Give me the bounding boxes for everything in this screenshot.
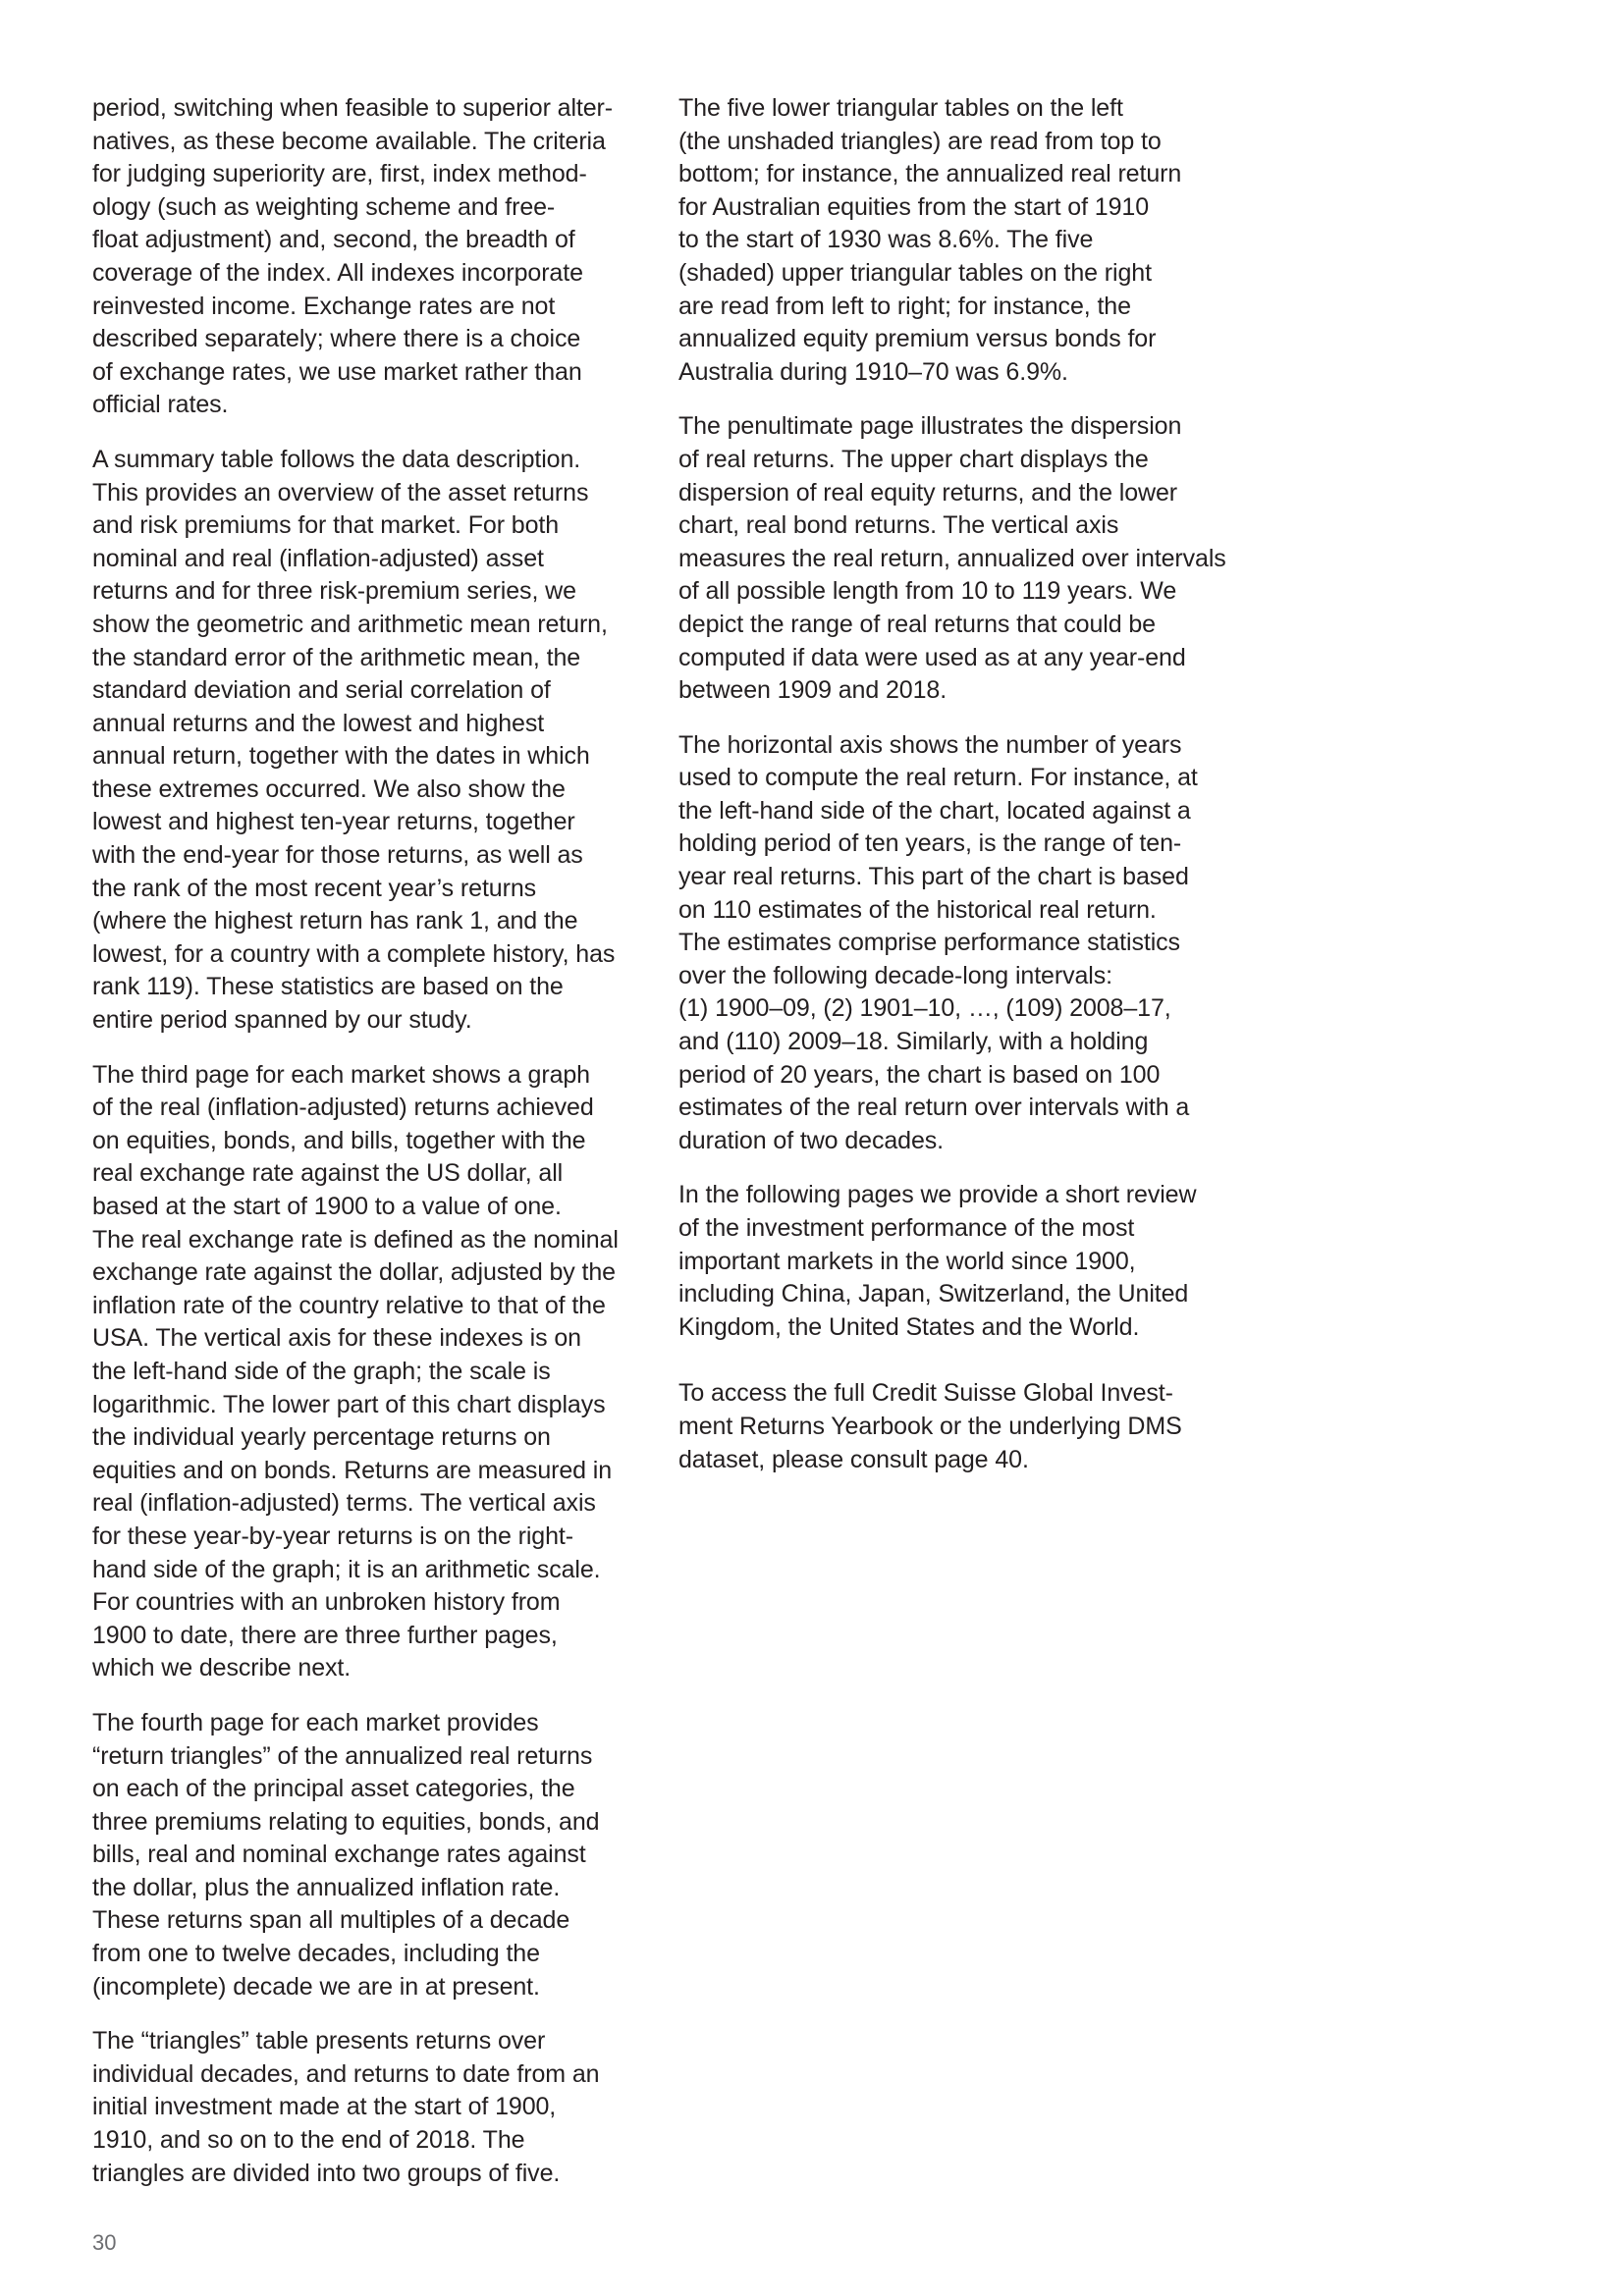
text-line: are read from left to right; for instance, the <box>678 292 1131 320</box>
text-line: including China, Japan, Switzerland, the United <box>678 1280 1189 1308</box>
text-line: The third page for each market shows a graph <box>92 1060 590 1089</box>
text-line: triangles are divided into two groups of five. <box>92 2159 561 2187</box>
text-line: for Australian equities from the start of 1910 <box>678 192 1149 221</box>
paragraph-third-page <box>92 1059 642 1685</box>
text-line: USA. The vertical axis for these indexes is on <box>92 1324 581 1353</box>
text-line: and risk premiums for that market. For both <box>92 511 560 540</box>
text-line: reinvested income. Exchange rates are not <box>92 292 556 320</box>
text-line: lowest, for a country with a complete history, has <box>92 939 616 968</box>
text-line: natives, as these become available. The criteria <box>92 127 606 155</box>
text-line: float adjustment) and, second, the breadth of <box>92 226 575 254</box>
text-line: of exchange rates, we use market rather than <box>92 357 582 386</box>
text-line: logarithmic. The lower part of this chart displays <box>92 1390 606 1418</box>
text-line: which we describe next. <box>92 1654 352 1682</box>
text-line: bottom; for instance, the annualized real return <box>678 160 1182 188</box>
text-line: The estimates comprise performance statistics <box>678 929 1180 957</box>
paragraph-penultimate-page <box>678 410 1228 707</box>
text-line: A summary table follows the data description. <box>92 445 581 473</box>
text-line: from one to twelve decades, including the <box>92 1940 540 1968</box>
text-line: duration of two decades. <box>678 1126 945 1154</box>
text-line: official rates. <box>92 391 229 419</box>
text-line: these extremes occurred. We also show the <box>92 774 566 803</box>
text-line: of the investment performance of the most <box>678 1214 1135 1242</box>
paragraph-horizontal-axis <box>678 729 1228 1158</box>
text-line: This provides an overview of the asset returns <box>92 478 589 507</box>
paragraph-triangular-tables <box>678 92 1228 389</box>
text-line: nominal and real (inflation-adjusted) asset <box>92 544 544 572</box>
text-line: For countries with an unbroken history from <box>92 1588 561 1617</box>
text-line: coverage of the index. All indexes incorporate <box>92 258 583 287</box>
left-column <box>92 92 642 2212</box>
text-line: the left-hand side of the graph; the scale is <box>92 1357 551 1385</box>
text-line: (the unshaded triangles) are read from top to <box>678 127 1162 155</box>
text-line: chart, real bond returns. The vertical axis <box>678 511 1119 540</box>
text-line: The real exchange rate is defined as the nominal <box>92 1225 619 1254</box>
text-line: ment Returns Yearbook or the underlying DMS <box>678 1412 1182 1440</box>
text-line: returns and for three risk-premium series, we <box>92 577 576 606</box>
text-line: rank 119). These statistics are based on the <box>92 973 564 1001</box>
right-column <box>678 92 1228 1498</box>
text-line: computed if data were used as at any year-end <box>678 643 1186 671</box>
text-line: for judging superiority are, first, index method- <box>92 160 587 188</box>
text-line: of all possible length from 10 to 119 years. We <box>678 577 1177 606</box>
text-line: estimates of the real return over intervals with a <box>678 1094 1190 1122</box>
text-line: hand side of the graph; it is an arithmetic scale. <box>92 1555 601 1583</box>
text-line: holding period of ten years, is the range of ten- <box>678 829 1182 858</box>
text-line: (1) 1900–09, (2) 1901–10, …, (109) 2008–17, <box>678 994 1171 1023</box>
text-line: annual return, together with the dates in which <box>92 742 590 771</box>
text-line: three premiums relating to equities, bonds, and <box>92 1807 600 1836</box>
text-line: measures the real return, annualized over intervals <box>678 544 1226 572</box>
text-line: bills, real and nominal exchange rates against <box>92 1841 586 1869</box>
text-line: (incomplete) decade we are in at present. <box>92 1972 540 2001</box>
page-number: 30 <box>92 2230 117 2255</box>
text-line: initial investment made at the start of 1900, <box>92 2093 557 2121</box>
text-line: of real returns. The upper chart displays the <box>678 445 1149 473</box>
paragraph-summary-table <box>92 444 642 1038</box>
text-line: individual decades, and returns to date from an <box>92 2059 600 2088</box>
text-line: (where the highest return has rank 1, and the <box>92 907 578 935</box>
text-line: Australia during 1910–70 was 6.9%. <box>678 357 1068 386</box>
text-line: inflation rate of the country relative to that of the <box>92 1291 606 1319</box>
paragraph-access-yearbook <box>678 1377 1228 1476</box>
text-line: over the following decade-long intervals: <box>678 961 1112 989</box>
text-line: ology (such as weighting scheme and free- <box>92 192 556 221</box>
text-line: show the geometric and arithmetic mean return, <box>92 610 608 638</box>
text-line: used to compute the real return. For instance, at <box>678 764 1198 792</box>
text-line: equities and on bonds. Returns are measured in <box>92 1456 613 1484</box>
text-line: real (inflation-adjusted) terms. The vertical axis <box>92 1489 596 1518</box>
text-line: with the end-year for those returns, as well as <box>92 841 583 870</box>
text-line: on 110 estimates of the historical real return. <box>678 895 1157 924</box>
text-line: real exchange rate against the US dollar, all <box>92 1159 564 1188</box>
text-line: the rank of the most recent year’s returns <box>92 874 537 902</box>
text-line: In the following pages we provide a short review <box>678 1181 1197 1209</box>
text-line: lowest and highest ten-year returns, together <box>92 808 575 836</box>
text-line: year real returns. This part of the chart is based <box>678 863 1189 891</box>
text-line: 1900 to date, there are three further pages, <box>92 1621 558 1649</box>
paragraph-fourth-page <box>92 1707 642 2003</box>
text-line: standard deviation and serial correlation of <box>92 676 551 705</box>
text-line: annual returns and the lowest and highest <box>92 709 545 737</box>
text-line: The five lower triangular tables on the left <box>678 94 1123 122</box>
text-line: period, switching when feasible to superior alter- <box>92 94 613 122</box>
text-line: and (110) 2009–18. Similarly, with a holding <box>678 1028 1149 1056</box>
text-line: on equities, bonds, and bills, together with the <box>92 1126 586 1154</box>
text-line: the dollar, plus the annualized inflation rate. <box>92 1873 561 1901</box>
text-line: The “triangles” table presents returns over <box>92 2027 546 2056</box>
text-line: dataset, please consult page 40. <box>678 1445 1029 1473</box>
text-line: entire period spanned by our study. <box>92 1006 472 1035</box>
text-line: The fourth page for each market provides <box>92 1708 539 1736</box>
text-line: the individual yearly percentage returns on <box>92 1423 551 1452</box>
paragraph-following-pages <box>678 1179 1228 1344</box>
text-line: These returns span all multiples of a decade <box>92 1906 570 1935</box>
text-line: Kingdom, the United States and the World. <box>678 1312 1140 1341</box>
text-line: for these year-by-year returns is on the right- <box>92 1522 573 1550</box>
paragraph-data-sources <box>92 92 642 422</box>
text-line: important markets in the world since 1900, <box>678 1247 1136 1275</box>
text-line: The horizontal axis shows the number of years <box>678 730 1182 759</box>
text-line: the standard error of the arithmetic mean, the <box>92 643 581 671</box>
text-line: on each of the principal asset categories, the <box>92 1775 575 1803</box>
text-line: exchange rate against the dollar, adjusted by the <box>92 1258 616 1287</box>
text-line: period of 20 years, the chart is based on 100 <box>678 1060 1161 1089</box>
text-line: the left-hand side of the chart, located against a <box>678 796 1191 825</box>
text-line: dispersion of real equity returns, and the lower <box>678 478 1177 507</box>
text-line: based at the start of 1900 to a value of one. <box>92 1193 562 1220</box>
text-line: To access the full Credit Suisse Global Invest- <box>678 1379 1173 1408</box>
text-line: described separately; where there is a choice <box>92 325 581 353</box>
text-line: between 1909 and 2018. <box>678 676 947 705</box>
text-line: (shaded) upper triangular tables on the right <box>678 258 1152 287</box>
text-line: to the start of 1930 was 8.6%. The five <box>678 226 1094 254</box>
text-line: The penultimate page illustrates the dispersion <box>678 412 1182 441</box>
text-line: of the real (inflation-adjusted) returns achieved <box>92 1094 594 1122</box>
text-line: 1910, and so on to the end of 2018. The <box>92 2126 525 2155</box>
paragraph-triangles-table <box>92 2025 642 2190</box>
text-line: depict the range of real returns that could be <box>678 610 1156 638</box>
text-line: annualized equity premium versus bonds for <box>678 325 1157 353</box>
text-line: “return triangles” of the annualized real returns <box>92 1741 593 1770</box>
